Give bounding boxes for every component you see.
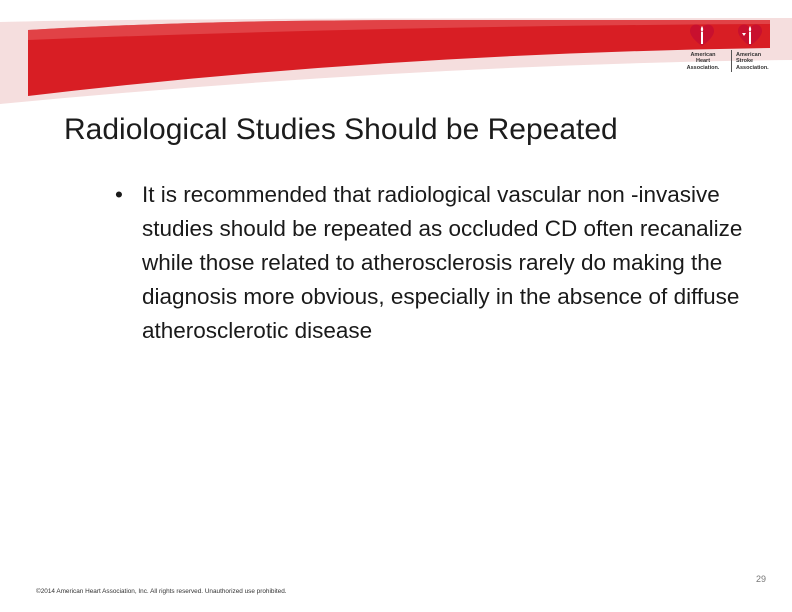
bullet-list (112, 178, 762, 348)
page-number: 29 (755, 574, 766, 584)
stroke-torch-icon (738, 24, 762, 46)
logo-aha-text: American Heart Association. (686, 52, 720, 71)
bullet-text: It is recommended that radiological vascular non -invasive studies should be repeated as occluded CD often recanalize while those related to atherosclerosis rarely do making the diagnosis more obvious, especially in the absence of diffuse atherosclerotic disease (142, 182, 743, 343)
logo-divider (731, 50, 732, 72)
bullet-symbol: • (115, 182, 123, 207)
header-banner (0, 0, 792, 110)
heart-torch-icon (690, 24, 714, 46)
logo-asa-text: American Stroke Association. (736, 52, 769, 71)
slide-title: Radiological Studies Should be Repeated (64, 113, 618, 146)
copyright-notice: ©2014 American Heart Association, Inc. All rights reserved. Unauthorized use prohibited. (36, 588, 287, 595)
bullet-item (112, 178, 762, 348)
